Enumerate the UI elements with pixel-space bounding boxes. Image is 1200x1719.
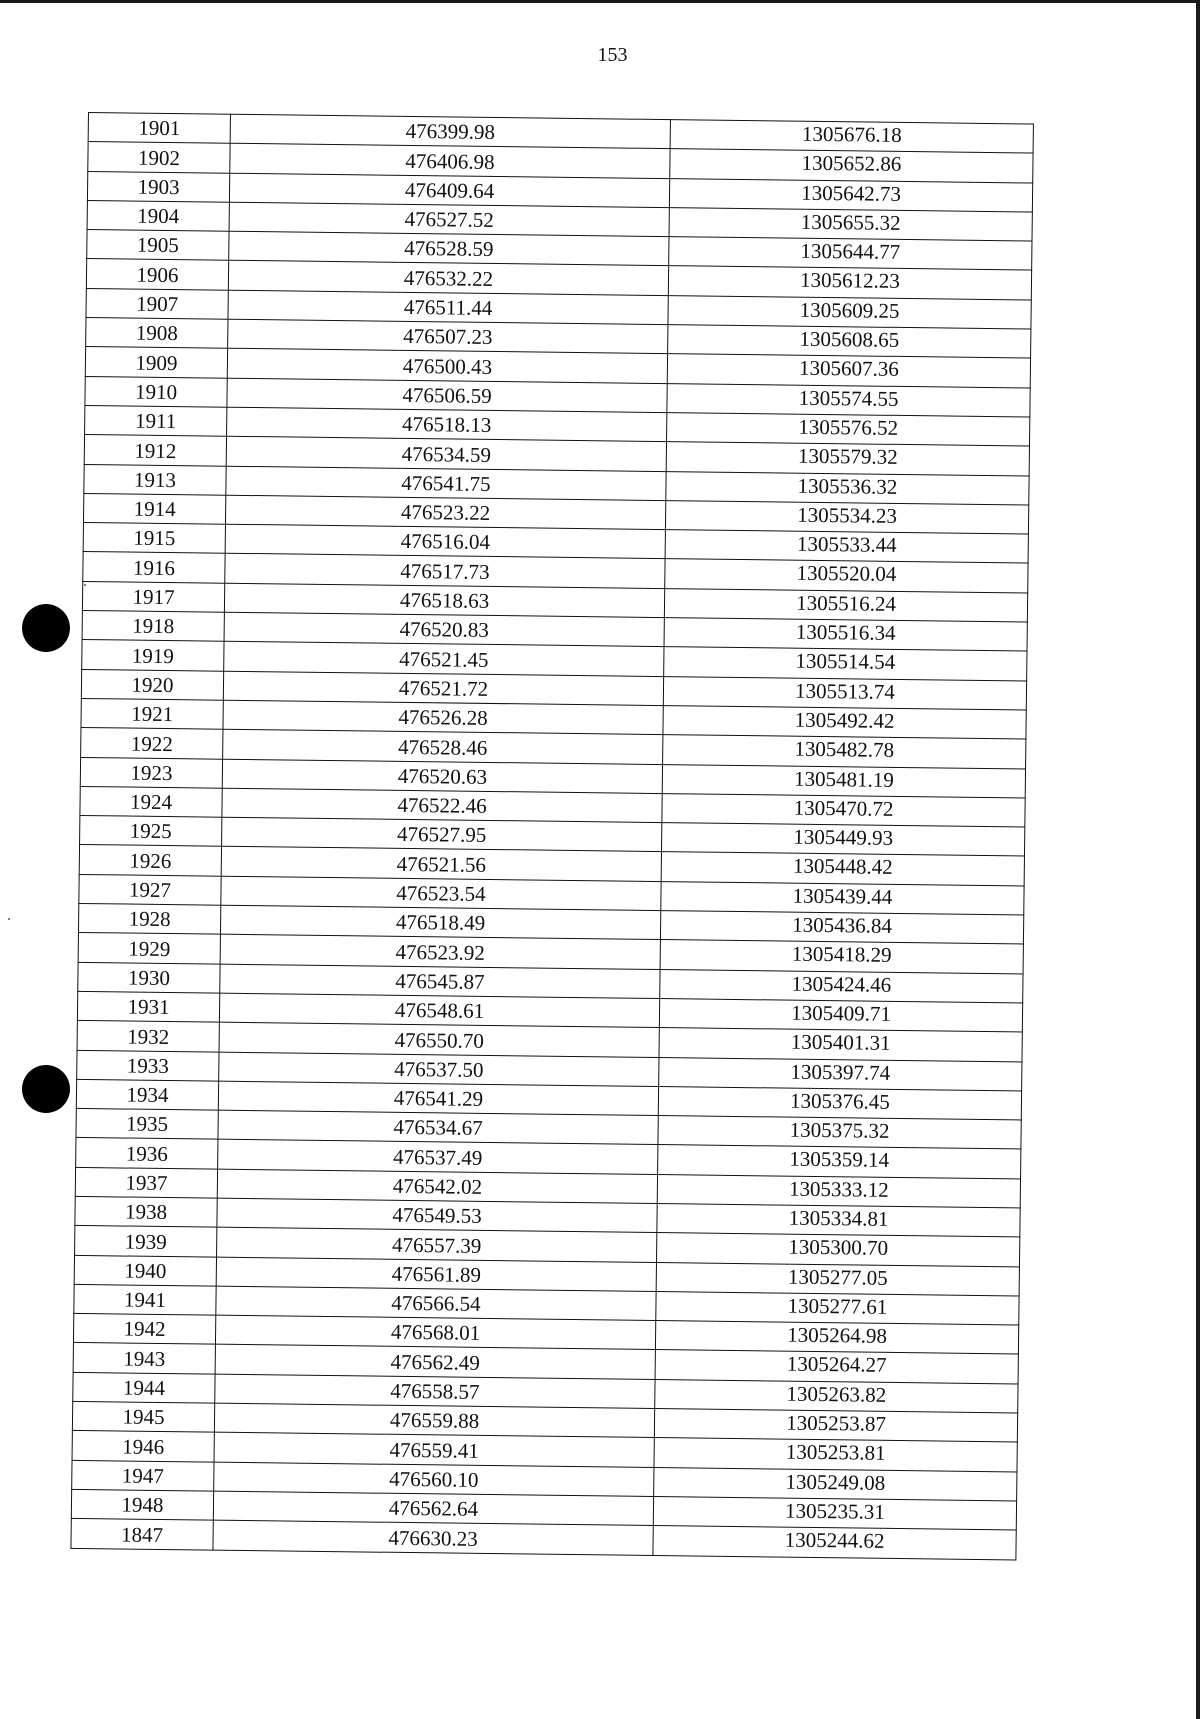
point-id-cell: 1939 xyxy=(75,1226,217,1257)
y-coordinate-cell: 1305448.42 xyxy=(661,852,1024,886)
x-coordinate-cell: 476406.98 xyxy=(230,144,670,179)
point-id-cell: 1930 xyxy=(78,962,220,993)
y-coordinate-cell: 1305576.52 xyxy=(667,413,1030,447)
y-coordinate-cell: 1305608.65 xyxy=(668,325,1031,359)
x-coordinate-cell: 476562.64 xyxy=(213,1491,653,1526)
point-id-cell: 1919 xyxy=(82,640,224,671)
point-id-cell: 1912 xyxy=(84,435,226,466)
x-coordinate-cell: 476630.23 xyxy=(213,1520,653,1555)
y-coordinate-cell: 1305536.32 xyxy=(666,471,1029,505)
scan-edge-top xyxy=(0,0,1200,3)
point-id-cell: 1908 xyxy=(86,318,228,349)
point-id-cell: 1937 xyxy=(75,1167,217,1198)
y-coordinate-cell: 1305439.44 xyxy=(661,881,1024,915)
punch-hole xyxy=(22,604,70,652)
y-coordinate-cell: 1305418.29 xyxy=(660,940,1023,974)
x-coordinate-cell: 476521.45 xyxy=(224,642,664,677)
y-coordinate-cell: 1305235.31 xyxy=(653,1496,1016,1530)
x-coordinate-cell: 476537.50 xyxy=(219,1052,659,1087)
y-coordinate-cell: 1305516.24 xyxy=(664,588,1027,622)
y-coordinate-cell: 1305470.72 xyxy=(662,793,1025,827)
x-coordinate-cell: 476534.59 xyxy=(226,436,666,471)
x-coordinate-cell: 476526.28 xyxy=(223,700,663,735)
x-coordinate-cell: 476557.39 xyxy=(217,1227,657,1262)
coordinate-table xyxy=(70,112,1033,1560)
x-coordinate-cell: 476527.52 xyxy=(229,202,669,237)
x-coordinate-cell: 476568.01 xyxy=(215,1315,655,1350)
x-coordinate-cell: 476518.13 xyxy=(227,407,667,442)
point-id-cell: 1920 xyxy=(81,669,223,700)
x-coordinate-cell: 476527.95 xyxy=(222,817,662,852)
y-coordinate-cell: 1305397.74 xyxy=(659,1057,1022,1091)
x-coordinate-cell: 476500.43 xyxy=(227,349,667,384)
y-coordinate-cell: 1305436.84 xyxy=(660,911,1023,945)
x-coordinate-cell: 476521.56 xyxy=(221,847,661,882)
x-coordinate-cell: 476528.46 xyxy=(223,729,663,764)
y-coordinate-cell: 1305359.14 xyxy=(658,1145,1021,1179)
y-coordinate-cell: 1305264.27 xyxy=(655,1350,1018,1384)
y-coordinate-cell: 1305264.98 xyxy=(655,1321,1018,1355)
x-coordinate-cell: 476548.61 xyxy=(219,993,659,1028)
point-id-cell: 1933 xyxy=(77,1050,219,1081)
y-coordinate-cell: 1305401.31 xyxy=(659,1028,1022,1062)
point-id-cell: 1932 xyxy=(77,1021,219,1052)
x-coordinate-cell: 476541.29 xyxy=(218,1081,658,1116)
point-id-cell: 1906 xyxy=(86,259,228,290)
point-id-cell: 1917 xyxy=(82,581,224,612)
point-id-cell: 1925 xyxy=(80,816,222,847)
y-coordinate-cell: 1305249.08 xyxy=(654,1467,1017,1501)
point-id-cell: 1928 xyxy=(78,903,220,934)
y-coordinate-cell: 1305579.32 xyxy=(666,442,1029,476)
y-coordinate-cell: 1305481.19 xyxy=(662,764,1025,798)
y-coordinate-cell: 1305607.36 xyxy=(667,354,1030,388)
y-coordinate-cell: 1305333.12 xyxy=(657,1174,1020,1208)
y-coordinate-cell: 1305334.81 xyxy=(657,1204,1020,1238)
x-coordinate-cell: 476561.89 xyxy=(216,1257,656,1292)
y-coordinate-cell: 1305375.32 xyxy=(658,1116,1021,1150)
point-id-cell: 1927 xyxy=(79,874,221,905)
y-coordinate-cell: 1305533.44 xyxy=(665,530,1028,564)
point-id-cell: 1929 xyxy=(78,933,220,964)
x-coordinate-cell: 476409.64 xyxy=(229,173,669,208)
y-coordinate-cell: 1305492.42 xyxy=(663,706,1026,740)
y-coordinate-cell: 1305409.71 xyxy=(659,998,1022,1032)
scan-speck xyxy=(8,918,10,920)
point-id-cell: 1948 xyxy=(71,1489,213,1520)
x-coordinate-cell: 476566.54 xyxy=(216,1286,656,1321)
point-id-cell: 1921 xyxy=(81,698,223,729)
x-coordinate-cell: 476523.54 xyxy=(221,876,661,911)
point-id-cell: 1904 xyxy=(87,200,229,231)
point-id-cell: 1945 xyxy=(72,1401,214,1432)
y-coordinate-cell: 1305263.82 xyxy=(655,1379,1018,1413)
x-coordinate-cell: 476528.59 xyxy=(229,231,669,266)
y-coordinate-cell: 1305300.70 xyxy=(656,1233,1019,1267)
point-id-cell: 1941 xyxy=(74,1284,216,1315)
x-coordinate-cell: 476534.67 xyxy=(218,1110,658,1145)
point-id-cell: 1901 xyxy=(88,113,230,144)
point-id-cell: 1902 xyxy=(88,142,230,173)
point-id-cell: 1915 xyxy=(83,523,225,554)
x-coordinate-cell: 476562.49 xyxy=(215,1345,655,1380)
point-id-cell: 1943 xyxy=(73,1343,215,1374)
coordinate-table-body xyxy=(71,113,1033,1560)
point-id-cell: 1934 xyxy=(76,1079,218,1110)
x-coordinate-cell: 476516.04 xyxy=(225,524,665,559)
x-coordinate-cell: 476545.87 xyxy=(220,964,660,999)
x-coordinate-cell: 476518.63 xyxy=(224,583,664,618)
point-id-cell: 1923 xyxy=(80,757,222,788)
point-id-cell: 1907 xyxy=(86,288,228,319)
y-coordinate-cell: 1305253.87 xyxy=(654,1409,1017,1443)
y-coordinate-cell: 1305376.45 xyxy=(658,1086,1021,1120)
point-id-cell: 1942 xyxy=(73,1314,215,1345)
x-coordinate-cell: 476560.10 xyxy=(214,1462,654,1497)
y-coordinate-cell: 1305644.77 xyxy=(669,237,1032,271)
y-coordinate-cell: 1305612.23 xyxy=(668,266,1031,300)
y-coordinate-cell: 1305424.46 xyxy=(660,969,1023,1003)
point-id-cell: 1947 xyxy=(72,1460,214,1491)
x-coordinate-cell: 476550.70 xyxy=(219,1022,659,1057)
x-coordinate-cell: 476523.92 xyxy=(220,934,660,969)
x-coordinate-cell: 476559.88 xyxy=(214,1403,654,1438)
y-coordinate-cell: 1305609.25 xyxy=(668,295,1031,329)
point-id-cell: 1940 xyxy=(74,1255,216,1286)
y-coordinate-cell: 1305574.55 xyxy=(667,383,1030,417)
x-coordinate-cell: 476518.49 xyxy=(220,905,660,940)
point-id-cell: 1938 xyxy=(75,1196,217,1227)
y-coordinate-cell: 1305277.61 xyxy=(656,1291,1019,1325)
scan-edge-right xyxy=(1196,0,1200,1719)
point-id-cell: 1914 xyxy=(83,493,225,524)
point-id-cell: 1926 xyxy=(79,845,221,876)
y-coordinate-cell: 1305516.34 xyxy=(664,618,1027,652)
y-coordinate-cell: 1305277.05 xyxy=(656,1262,1019,1296)
x-coordinate-cell: 476520.83 xyxy=(224,612,664,647)
y-coordinate-cell: 1305253.81 xyxy=(654,1438,1017,1472)
point-id-cell: 1935 xyxy=(76,1109,218,1140)
point-id-cell: 1946 xyxy=(72,1431,214,1462)
point-id-cell: 1910 xyxy=(85,376,227,407)
y-coordinate-cell: 1305676.18 xyxy=(670,120,1033,154)
x-coordinate-cell: 476506.59 xyxy=(227,378,667,413)
y-coordinate-cell: 1305642.73 xyxy=(669,178,1032,212)
point-id-cell: 1922 xyxy=(81,728,223,759)
punch-hole xyxy=(22,1065,70,1113)
point-id-cell: 1944 xyxy=(73,1372,215,1403)
y-coordinate-cell: 1305514.54 xyxy=(664,647,1027,681)
x-coordinate-cell: 476523.22 xyxy=(225,495,665,530)
x-coordinate-cell: 476532.22 xyxy=(228,261,668,296)
point-id-cell: 1847 xyxy=(71,1519,213,1550)
x-coordinate-cell: 476537.49 xyxy=(218,1140,658,1175)
point-id-cell: 1903 xyxy=(87,171,229,202)
y-coordinate-cell: 1305534.23 xyxy=(665,500,1028,534)
x-coordinate-cell: 476521.72 xyxy=(223,671,663,706)
y-coordinate-cell: 1305482.78 xyxy=(663,735,1026,769)
point-id-cell: 1936 xyxy=(76,1138,218,1169)
x-coordinate-cell: 476558.57 xyxy=(215,1374,655,1409)
point-id-cell: 1931 xyxy=(77,991,219,1022)
x-coordinate-cell: 476541.75 xyxy=(226,466,666,501)
y-coordinate-cell: 1305520.04 xyxy=(665,559,1028,593)
page-number: 153 xyxy=(597,44,628,66)
point-id-cell: 1911 xyxy=(85,405,227,436)
x-coordinate-cell: 476522.46 xyxy=(222,788,662,823)
point-id-cell: 1905 xyxy=(87,230,229,261)
point-id-cell: 1918 xyxy=(82,611,224,642)
x-coordinate-cell: 476549.53 xyxy=(217,1198,657,1233)
y-coordinate-cell: 1305655.32 xyxy=(669,208,1032,242)
x-coordinate-cell: 476542.02 xyxy=(217,1169,657,1204)
point-id-cell: 1913 xyxy=(84,464,226,495)
x-coordinate-cell: 476559.41 xyxy=(214,1433,654,1468)
y-coordinate-cell: 1305513.74 xyxy=(663,676,1026,710)
x-coordinate-cell: 476507.23 xyxy=(228,319,668,354)
y-coordinate-cell: 1305449.93 xyxy=(662,823,1025,857)
point-id-cell: 1916 xyxy=(83,552,225,583)
y-coordinate-cell: 1305652.86 xyxy=(670,149,1033,183)
x-coordinate-cell: 476399.98 xyxy=(230,114,670,149)
x-coordinate-cell: 476520.63 xyxy=(222,759,662,794)
x-coordinate-cell: 476517.73 xyxy=(225,554,665,589)
x-coordinate-cell: 476511.44 xyxy=(228,290,668,325)
point-id-cell: 1924 xyxy=(80,786,222,817)
y-coordinate-cell: 1305244.62 xyxy=(653,1526,1016,1560)
point-id-cell: 1909 xyxy=(85,347,227,378)
